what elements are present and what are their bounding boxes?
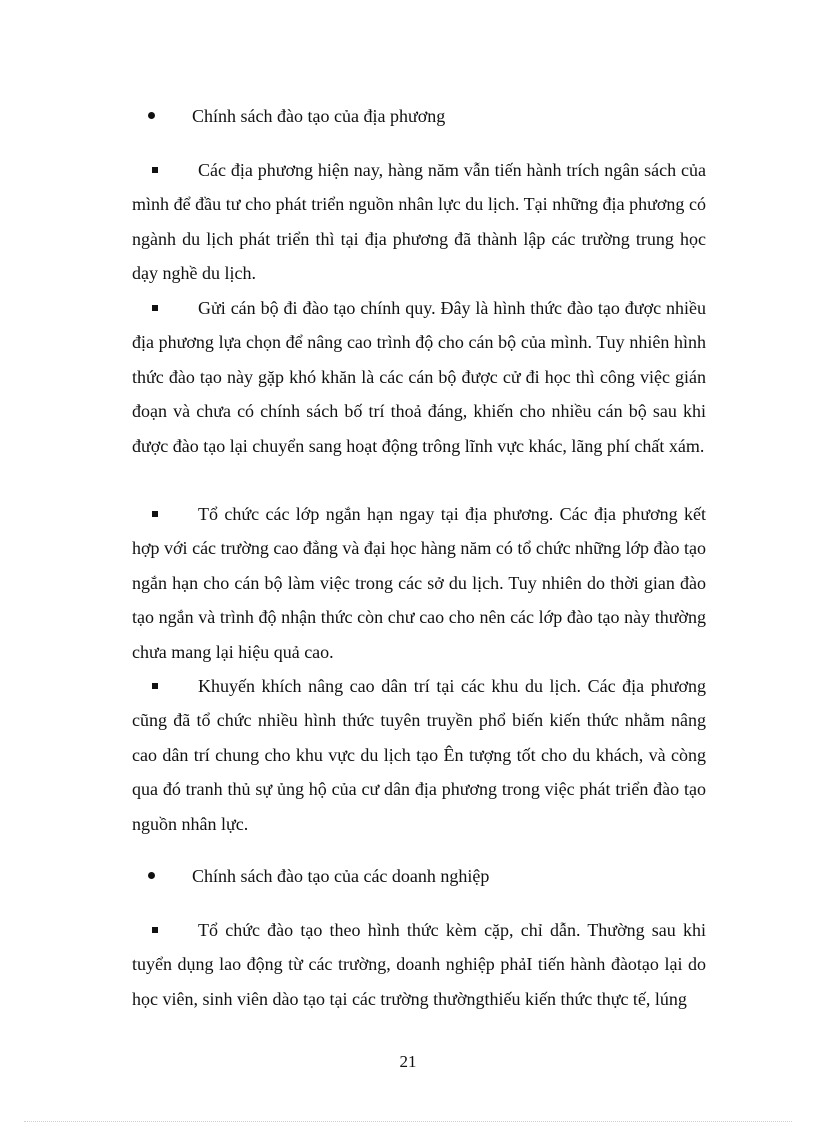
square-bullet-icon (152, 683, 158, 689)
paragraph-text: Các địa phương hiện nay, hàng năm vẫn tiến hành trích ngân sách của mình để đầu tư cho phát triển nguồn nhân lực du lịch. Tại những địa phương có ngành du lịch phát triển thì tại địa phương đã thành lập các trường trung học dạy nghề du lịch. (132, 160, 706, 284)
square-bullet-icon (152, 927, 158, 933)
paragraph-text: Khuyến khích nâng cao dân trí tại các khu du lịch. Các địa phương cũng đã tổ chức nhiều hình thức tuyên truyền phổ biến kiến thức nhằm nâng cao dân trí chung cho khu vực du lịch tạo Ên tượng tốt cho du khách, và còng qua đó tranh thủ sự ủng hộ của cư dân địa phương trong việc phát triển đào tạo nguồn nhân lực. (132, 676, 706, 834)
square-bullet-icon (152, 167, 158, 173)
paragraph-formal-training (132, 291, 706, 463)
page-bottom-divider (24, 1121, 792, 1122)
bullet-dot-icon (148, 872, 155, 879)
square-bullet-icon (152, 305, 158, 311)
paragraph-public-awareness (132, 669, 706, 841)
section-heading-text: Chính sách đào tạo của các doanh nghiệp (192, 866, 490, 886)
paragraph-text: Gửi cán bộ đi đào tạo chính quy. Đây là hình thức đào tạo được nhiều địa phương lựa chọn để nâng cao trình độ cho cán bộ của mình. Tuy nhiên hình thức đào tạo này gặp khó khăn là các cán bộ được cử đi học thì công việc gián đoạn và chưa có chính sách bố trí thoả đáng, khiến cho nhiều cán bộ sau khi được đào tạo lại chuyển sang hoạt động trông lĩnh vực khác, lãng phí chất xám. (132, 298, 706, 456)
square-bullet-icon (152, 511, 158, 517)
paragraph-text: Tổ chức các lớp ngắn hạn ngay tại địa phương. Các địa phương kết hợp với các trường cao đẳng và đại học hàng năm có tổ chức những lớp đào tạo ngắn hạn cho cán bộ làm việc trong các sở du lịch. Tuy nhiên do thời gian đào tạo ngắn và trình độ nhận thức còn chư cao cho nên các lớp đào tạo này thường chưa mang lại hiệu quả cao. (132, 504, 706, 662)
page-number: 21 (399, 1052, 417, 1071)
section-heading-text: Chính sách đào tạo của địa phương (192, 106, 446, 126)
paragraph-short-courses (132, 497, 706, 669)
paragraph-text: Tổ chức đào tạo theo hình thức kèm cặp, chỉ dẫn. Thường sau khi tuyển dụng lao động từ các trường, doanh nghiệp phảI tiến hành đàotạo lại do học viên, sinh viên dào tạo tại các trường thườngthiếu kiến thức thực tế, lúng (132, 920, 706, 1009)
bullet-dot-icon (148, 112, 155, 119)
paragraph-on-the-job-training (132, 913, 706, 1016)
paragraph-local-budget (132, 153, 706, 291)
